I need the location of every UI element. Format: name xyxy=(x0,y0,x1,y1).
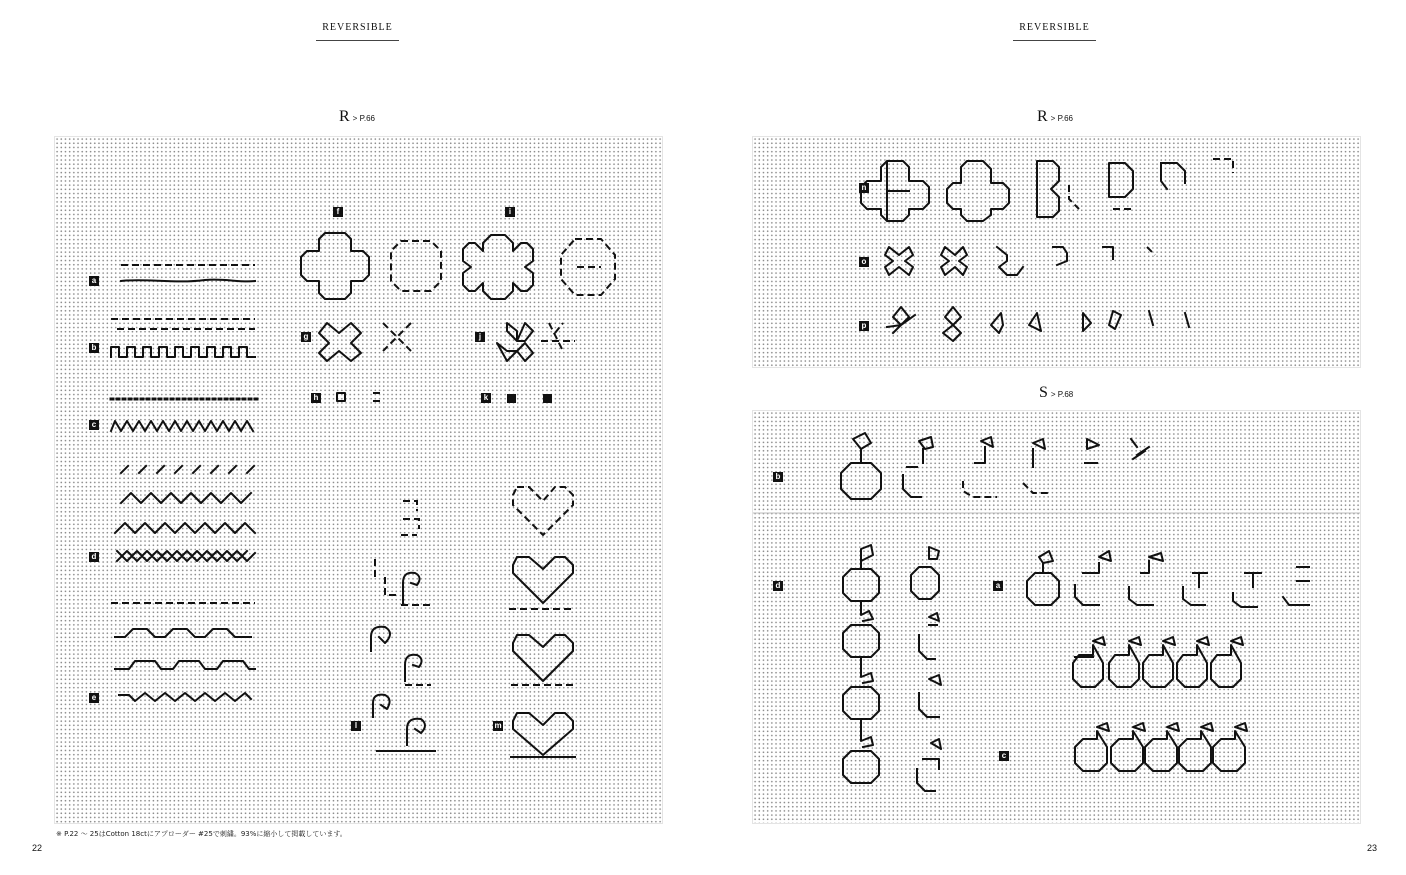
label-b: b xyxy=(89,343,99,353)
section-title-r: R > P.66 xyxy=(1037,108,1073,125)
label-p: p xyxy=(859,321,869,331)
label-j: j xyxy=(475,332,485,342)
right-page xyxy=(703,0,1406,875)
footnote: ※ P.22 〜 25はCotton 18ctにアプローダー #25で刺繍。93%に縮小して掲載しています。 xyxy=(56,830,347,838)
label-s-b: b xyxy=(773,472,783,482)
label-e: e xyxy=(89,693,99,703)
stitch-patterns-r xyxy=(753,137,1360,367)
label-f: f xyxy=(333,207,343,217)
label-i: i xyxy=(505,207,515,217)
label-c: c xyxy=(89,420,99,430)
running-header-left: REVERSIBLE xyxy=(316,22,399,41)
pattern-grid-left xyxy=(54,136,663,824)
section-title-r: R > P.66 xyxy=(339,108,375,125)
label-h: h xyxy=(311,393,321,403)
pattern-grid-s xyxy=(752,410,1361,824)
page-number-left: 22 xyxy=(32,843,43,853)
label-d: d xyxy=(89,552,99,562)
running-header-right: REVERSIBLE xyxy=(1013,22,1096,41)
label-s-c: c xyxy=(999,751,1009,761)
label-s-a: a xyxy=(993,581,1003,591)
label-m: m xyxy=(494,721,502,730)
label-n: n xyxy=(859,183,869,193)
page-number-right: 23 xyxy=(1367,843,1378,853)
label-l: l xyxy=(351,721,361,731)
stitch-patterns-s xyxy=(753,411,1360,823)
pattern-grid-r xyxy=(752,136,1361,368)
section-title-s: S > P.68 xyxy=(1039,384,1074,401)
label-o: o xyxy=(859,257,869,267)
label-a: a xyxy=(89,276,99,286)
label-s-d: d xyxy=(773,581,783,591)
label-k: k xyxy=(481,393,491,403)
label-g: g xyxy=(301,332,311,342)
